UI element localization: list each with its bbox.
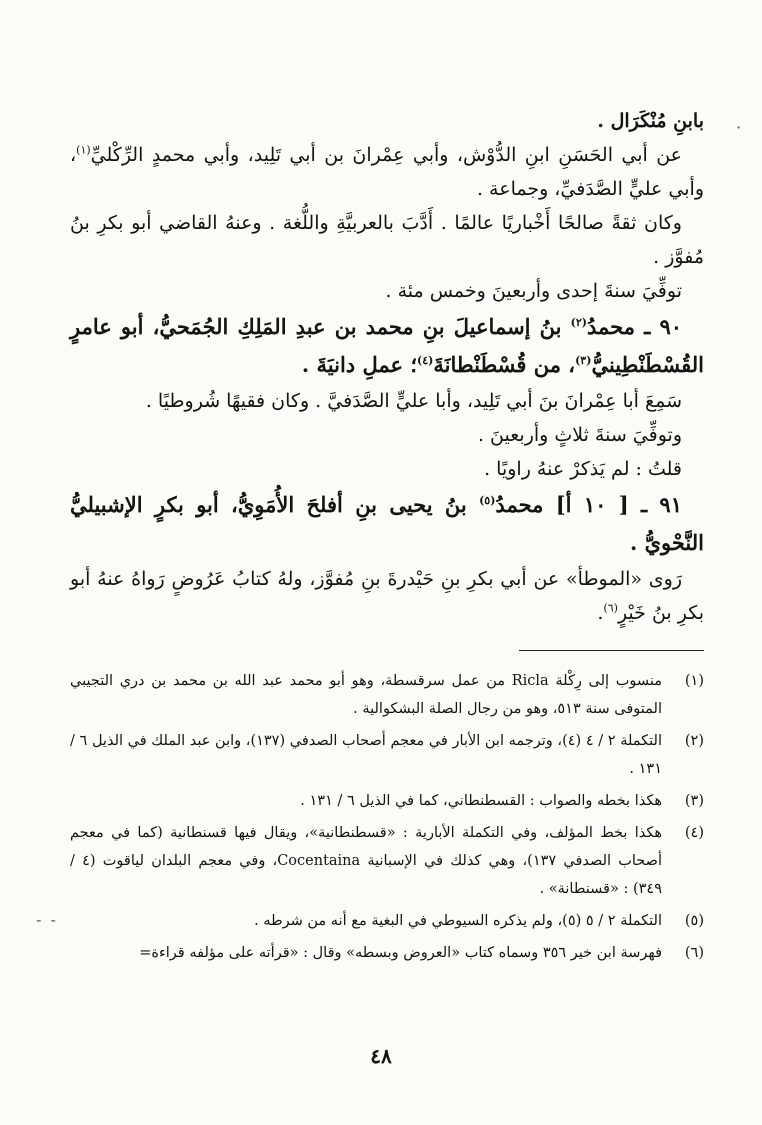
entry-89-death: توفِّيَ سنةَ إحدى وأربعينَ وخمس مئة .	[385, 280, 682, 302]
text-line: الرِّكْليِّ	[90, 144, 144, 166]
footnote-ref: (١)	[76, 143, 91, 157]
page-number: ٤٨	[370, 1044, 392, 1068]
scan-mark-side: - -	[36, 910, 58, 929]
entry-91-paragraph	[70, 562, 704, 630]
footnote-label: (٥)	[684, 913, 704, 929]
footnote-label: (٦)	[684, 945, 704, 961]
entry-89-paragraph	[70, 138, 704, 206]
text-line: بنُ إسماعيلَ بنِ محمد بن عبدِ المَلِكِ الجُمَحيُّ، أبو عامرٍ القُسْطَنْطِينيُّ	[70, 314, 704, 377]
footnote-label: (٢)	[684, 733, 704, 749]
main-text	[70, 104, 704, 630]
text-line: .	[597, 602, 604, 624]
footnote	[70, 907, 704, 935]
footnote-text: هكذا بخط المؤلف، وفي التكملة الأبارية : «قسطنطانية»، ويقال فيها قسنطانية (كما في معجم أصحاب الصدفي ١٣٧)، وهي كذلك في الإسبانية Cocentaina، وفي معجم البلدان لياقوت (٤ / ٣٤٩) : «قسنطانة» .	[70, 825, 663, 897]
footnote-text: هكذا بخطه والصواب : القسطنطاني، كما في الذيل ٦ / ١٣١ .	[300, 793, 662, 809]
footnote-text: التكملة ٢ / ٥ (٥)، ولم يذكره السيوطي في البغية مع أنه من شرطه .	[254, 913, 662, 929]
footnote-text: التكملة ٢ / ٤ (٤)، وترجمه ابن الأبار في معجم أصحاب الصدفي (١٣٧)، وابن عبد الملك في الذيل ٦ / ١٣١ .	[70, 733, 662, 777]
footnote	[70, 727, 704, 783]
entry-91-heading	[70, 486, 704, 562]
footnote-text: فهرسة ابن خير ٣٥٦ وسماه كتاب «العروض وبسطه» وقال : «قرأته على مؤلفه قراءة=	[139, 945, 662, 961]
text-line: ٩١ ـ [ ١٠ أ] محمدُ	[495, 492, 682, 517]
footnote	[70, 939, 704, 967]
entry-90-death: وتوفِّيَ سنةَ ثلاثٍ وأربعينَ .	[477, 424, 682, 446]
text-line: عن أبي الحَسَنِ ابنِ الدُّوْش، وأبي عِمْرانَ بن أبي تَلِيد، وأبي محمدٍ	[151, 144, 683, 166]
text-line: رَوى «الموطأ» عن أبي بكرِ بنِ حَيْدرةَ بنِ مُفوَّز، ولهُ كتابُ عَرُوضٍ رَواهُ عنهُ أبو بكرِ بنُ خَيْرٍ	[70, 568, 704, 624]
entry-89-paragraph: وكان ثقةً صالحًا أَخْباريًا عالمًا . أَدَّبَ بالعربيَّةِ واللُّغة . وعنهُ القاضي أبو بكرِ بنُ مُفوَّز .	[70, 212, 704, 268]
footnote-label: (٤)	[684, 825, 704, 841]
footnote-label: (٣)	[684, 793, 704, 809]
scan-mark-top: ·	[736, 118, 744, 137]
footnote	[70, 819, 704, 903]
footnote-ref: (٤)	[417, 354, 434, 367]
text-line: ، وأبي عليٍّ الصَّدَفيِّ، وجماعة .	[70, 144, 704, 200]
footnote	[70, 787, 704, 815]
text-line: ، من قُسْطَنْطانَةَ	[433, 352, 576, 377]
text-line: بنُ يحيى بنِ أفلحَ الأُمَوِيُّ، أبو بكرٍ الإشبيليُّ النَّحْويُّ .	[70, 492, 704, 555]
footnote-ref: (٢)	[570, 316, 588, 329]
footnote-label: (١)	[684, 673, 704, 689]
text-line: ٩٠ ـ محمدُ	[587, 314, 682, 339]
footnote-ref: (٥)	[479, 494, 496, 507]
footnote-ref: (٣)	[575, 354, 592, 367]
footnotes	[70, 667, 704, 967]
footnote	[70, 667, 704, 723]
footnote-ref: (٦)	[603, 601, 618, 615]
text-line: بابنِ مُنْكَرَال .	[597, 110, 704, 132]
text-line: ؛ عملِ دانيَةَ .	[301, 352, 418, 377]
entry-90-heading	[70, 308, 704, 384]
page-content	[70, 104, 704, 1125]
footnote-divider	[519, 650, 704, 651]
author-note: قلتُ : لم يَذكرْ عنهُ راويًا .	[484, 458, 682, 480]
entry-90-paragraph: سَمِعَ أبا عِمْرانَ بنَ أبي تَلِيد، وأبا عليٍّ الصَّدَفيَّ . وكان فقيهًا شُروطيًا .	[145, 390, 682, 412]
footnote-text: منسوب إلى رِكْلة Ricla من عمل سرقسطة، وهو أبو محمد عبد الله بن محمد بن دري التجيبي المتوفى سنة ٥١٣، وهو من رجال الصلة البشكوالية .	[70, 673, 662, 717]
